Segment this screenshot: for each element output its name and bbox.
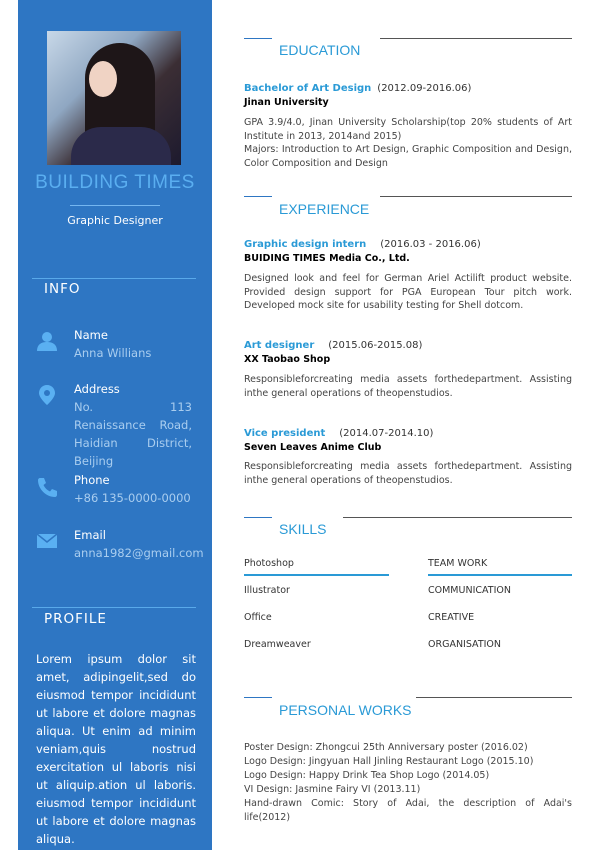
profile-heading: PROFILE (44, 611, 107, 627)
skill-bar-photoshop (244, 574, 389, 576)
job-3-period: (2014.07-2014.10) (339, 428, 434, 439)
profile-text: Lorem ipsum dolor sit amet, adipingelit,sed do eiusmod tempor incididunt ut labore et dolore magnas aliqua. Ut enim ad minim veniam,quis nostrud exercitation ul laboris nisi ut aliquip.ation ul laboris. eiusmod tempor incididunt ut labore et dolore magnas aliqua. (36, 652, 196, 846)
info-heading: INFO (44, 281, 81, 297)
works-heading: PERSONAL WORKS (279, 702, 412, 718)
skill-left-3: Office (244, 612, 272, 623)
job-3-desc: Responsibleforcreating media assets forthedepartment. Assisting inthe general operations of theopenstudios. (244, 461, 572, 486)
job-1-company: BUIDING TIMES Media Co., Ltd. (244, 253, 410, 264)
skill-right-1: TEAM WORK (428, 558, 488, 569)
education-majors: Majors: Introduction to Art Design, Graphic Composition and Design, Color Composition and Design (244, 144, 572, 169)
skills-divider-left (244, 517, 272, 518)
job-2-desc: Responsibleforcreating media assets forthedepartment. Assisting inthe general operations of theopenstudios. (244, 374, 572, 399)
profile-divider (32, 607, 196, 608)
education-divider-left (244, 38, 272, 39)
name-divider (70, 205, 160, 206)
job-2-role: Art designer (244, 340, 315, 351)
info-divider (32, 278, 196, 279)
email-label: Email (74, 528, 106, 542)
phone-icon (36, 476, 58, 498)
person-icon (36, 330, 58, 352)
skill-bar-teamwork (428, 574, 572, 576)
skill-right-2: COMMUNICATION (428, 585, 511, 596)
address-value: No. 113 Renaissance Road, Haidian District, Beijing (74, 400, 192, 468)
name-label: Name (74, 328, 108, 342)
skill-left-1: Photoshop (244, 558, 294, 569)
work-item-4: VI Design: Jasmine Fairy VI (2013.11) (244, 784, 421, 795)
location-pin-icon (36, 384, 58, 406)
job-2-company: XX Taobao Shop (244, 354, 331, 365)
skill-right-3: CREATIVE (428, 612, 475, 623)
school-name: Jinan University (244, 97, 329, 108)
experience-divider-left (244, 196, 272, 197)
resume-name: BUILDING TIMES (35, 172, 195, 193)
job-1-role: Graphic design intern (244, 239, 367, 250)
profile-photo (47, 31, 181, 165)
skills-divider-right (343, 517, 572, 518)
job-3-line (244, 428, 433, 439)
degree-period: (2012.09-2016.06) (377, 83, 472, 94)
degree-name: Bachelor of Art Design (244, 83, 372, 94)
skill-left-4: Dreamweaver (244, 639, 311, 650)
job-1-period: (2016.03 - 2016.06) (380, 239, 481, 250)
works-divider-right (416, 697, 572, 698)
address-label: Address (74, 382, 120, 396)
experience-divider-right (380, 196, 572, 197)
job-2-period: (2015.06-2015.08) (328, 340, 423, 351)
work-item-2: Logo Design: Jingyuan Hall Jinling Restaurant Logo (2015.10) (244, 756, 534, 767)
experience-heading: EXPERIENCE (279, 201, 370, 217)
works-divider-left (244, 697, 272, 698)
skill-left-2: Illustrator (244, 585, 290, 596)
work-item-1: Poster Design: Zhongcui 25th Anniversary poster (2016.02) (244, 742, 528, 753)
sidebar (18, 0, 212, 850)
skills-heading: SKILLS (279, 521, 327, 537)
job-3-company: Seven Leaves Anime Club (244, 442, 382, 453)
envelope-icon (36, 530, 58, 552)
education-heading: EDUCATION (279, 42, 361, 58)
email-value: anna1982@gmail.com (74, 546, 204, 560)
work-item-5: Hand-drawn Comic: Story of Adai, the description of Adai's life(2012) (244, 798, 572, 823)
phone-value: +86 135-0000-0000 (74, 491, 191, 505)
skill-right-4: ORGANISATION (428, 639, 502, 650)
job-3-role: Vice president (244, 428, 326, 439)
education-details: GPA 3.9/4.0, Jinan University Scholarship(top 20% students of Art Institute in 2013, 2014and 2015) (244, 117, 572, 142)
work-item-3: Logo Design: Happy Drink Tea Shop Logo (2014.05) (244, 770, 490, 781)
job-1-line (244, 239, 481, 250)
phone-label: Phone (74, 473, 110, 487)
job-1-desc: Designed look and feel for German Ariel Actilift product website. Provided design support for PGA European Tour pitch work. Developed mock site for usability testing for Shell dotcom. (244, 273, 572, 311)
education-divider-right (380, 38, 572, 39)
degree-line (244, 83, 471, 94)
job-2-line (244, 340, 422, 351)
name-value: Anna Willians (74, 346, 152, 360)
job-title: Graphic Designer (67, 214, 163, 227)
